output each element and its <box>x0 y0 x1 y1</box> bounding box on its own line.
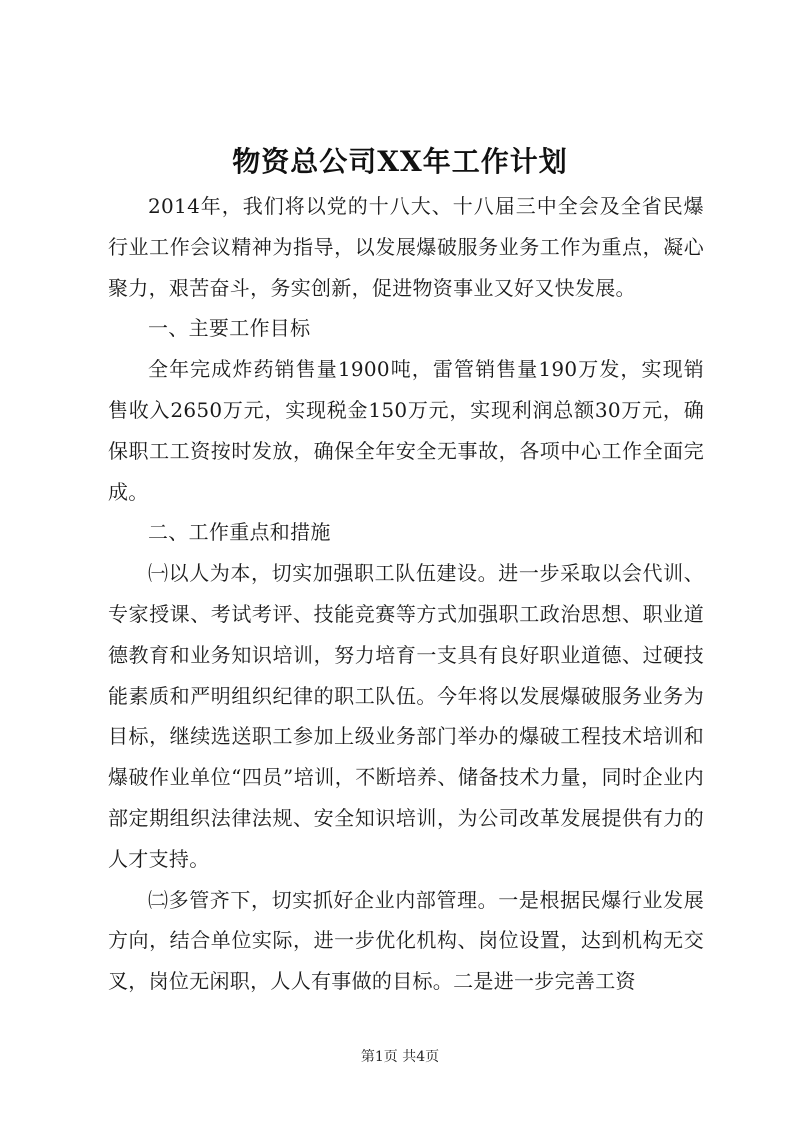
section-heading-measures: 二、工作重点和措施 <box>148 520 331 545</box>
section-heading-goals: 一、主要工作目标 <box>148 316 311 341</box>
measure-paragraph-2: ㈡多管齐下，切实抓好企业内部管理。一是根据民爆行业发展方向，结合单位实际，进一步优化机构、岗位设置，达到机构无交叉，岗位无闲职，人人有事做的目标。二是进一步完善工资 <box>108 887 704 994</box>
page-number-footer: 第1页 共4页 <box>360 1049 440 1065</box>
goals-paragraph: 全年完成炸药销售量1900吨，雷管销售量190万发，实现销售收入2650万元，实现税金150万元，实现利润总额30万元，确保职工工资按时发放，确保全年安全无事故，各项中心工作全面完成。 <box>108 357 704 504</box>
measure-paragraph-1: ㈠以人为本，切实加强职工队伍建设。进一步采取以会代训、专家授课、考试考评、技能竞赛等方式加强职工政治思想、职业道德教育和业务知识培训，努力培育一支具有良好职业道德、过硬技能素质和严明组织纪律的职工队伍。今年将以发展爆破服务业务为目标，继续选送职工参加上级业务部门举办的爆破工程技术培训和爆破作业单位“四员”培训，不断培养、储备技术力量，同时企业内部定期组织法律法规、安全知识培训，为公司改革发展提供有力的人才支持。 <box>108 561 704 871</box>
document-title: 物资总公司XX年工作计划 <box>232 145 568 178</box>
document-body <box>108 186 704 1002</box>
intro-paragraph: 2014年，我们将以党的十八大、十八届三中全会及全省民爆行业工作会议精神为指导，以发展爆破服务业务工作为重点，凝心聚力，艰苦奋斗，务实创新，促进物资事业又好又快发展。 <box>108 194 704 300</box>
